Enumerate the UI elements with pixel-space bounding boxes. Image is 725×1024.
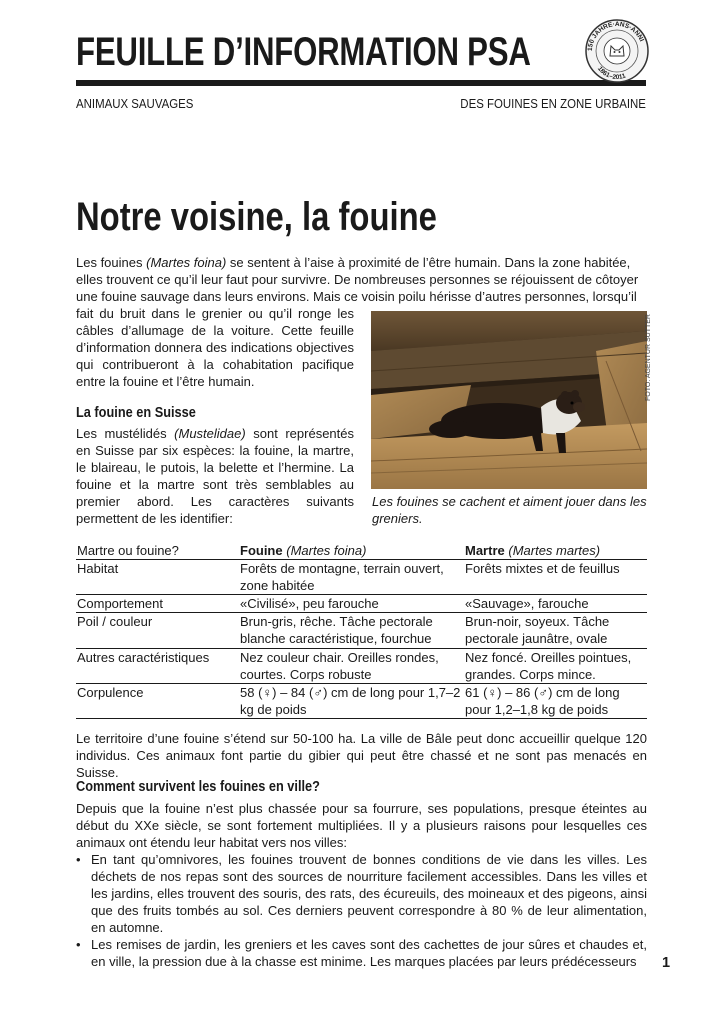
table-cell: «Civilisé», peu farouche bbox=[239, 595, 464, 613]
comparison-table bbox=[76, 542, 647, 719]
intro-line: une fouine sauvage dans leurs environs. Mais ce voisin poilu hérisse d’autres personnes, lorsqu’il bbox=[76, 289, 637, 305]
anniversary-seal-logo bbox=[584, 18, 650, 84]
list-item bbox=[76, 936, 647, 970]
territory-paragraph: Le territoire d’une fouine s’étend sur 50-100 ha. La ville de Bâle peut donc accueillir quelque 120 individus. Ces animaux font partie du gibier qui peut être chassé et ne sont pas menacés en Suisse. bbox=[76, 731, 647, 781]
table-cell: Poil / couleur bbox=[76, 613, 239, 648]
page-number: 1 bbox=[662, 955, 671, 971]
table-row bbox=[76, 648, 647, 683]
photo-caption: Les fouines se cachent et aiment jouer dans les greniers. bbox=[372, 494, 647, 527]
section-text-suisse: Les mustélidés (Mustelidae) sont représentés en Suisse par six espèces: la fouine, la martre, le blaireau, le putois, la belette et l’hermine. La fouine et la martre sont très semblables au premier abord. Les caractères suivants permettent de les identifier: bbox=[76, 426, 354, 527]
table-row bbox=[76, 595, 647, 613]
table-cell: 58 (♀) – 84 (♂) cm de long pour 1,7–2 kg de poids bbox=[239, 683, 464, 718]
table-row bbox=[76, 560, 647, 595]
table-row bbox=[76, 613, 647, 648]
table-cell: Nez couleur chair. Oreilles rondes, courtes. Corps robuste bbox=[239, 648, 464, 683]
table-row bbox=[76, 683, 647, 718]
section-heading-ville: Comment survivent les fouines en ville? bbox=[76, 779, 320, 795]
marten-photo bbox=[371, 311, 647, 489]
intro-line: elles trouvent ce qu’il leur faut pour survivre. De nombreuses personnes se réjouissent de côtoyer bbox=[76, 272, 639, 288]
topic-label: DES FOUINES EN ZONE URBAINE bbox=[460, 96, 646, 111]
table-header: Fouine (Martes foina) bbox=[239, 542, 464, 560]
intro-line: Les fouines (Martes foina) se sentent à l’aise à proximité de l’être humain. Dans la zone habitée, bbox=[76, 255, 631, 270]
table-cell: Habitat bbox=[76, 560, 239, 595]
list-item-text: En tant qu’omnivores, les fouines trouvent de bonnes conditions de vie dans les villes. Les déchets de nos repas sont des sources de nourriture facilement accessibles. Dans les villes et les jardins, elles trouvent des souris, des rats, des écureuils, des moineaux et des pigeons, ainsi que des fruits tombés au sol. Ces derniers peuvent correspondre à 80 % de leur alimentation, en automne. bbox=[91, 852, 647, 936]
section-text-ville: Depuis que la fouine n’est plus chassée pour sa fourrure, ses populations, presque éteintes au début du XXe siècle, se sont fortement multipliées. Il y a plusieurs raisons pour lesquelles ces animaux ont étendu leur habitat vers nos villes: bbox=[76, 801, 647, 851]
table-cell: Autres caractéristiques bbox=[76, 648, 239, 683]
svg-text:150 JAHRE·ANS·ANNI: 150 JAHRE·ANS·ANNI bbox=[586, 20, 645, 52]
table-cell: Corpulence bbox=[76, 683, 239, 718]
category-label: ANIMAUX SAUVAGES bbox=[76, 96, 194, 111]
bullet-icon: • bbox=[76, 852, 81, 867]
page-title: Notre voisine, la fouine bbox=[76, 195, 437, 239]
table-header: Martre ou fouine? bbox=[76, 542, 239, 560]
table-cell: Forêts de montagne, terrain ouvert, zone habitée bbox=[239, 560, 464, 595]
table-cell: 61 (♀) – 86 (♂) cm de long pour 1,2–1,8 kg de poids bbox=[464, 683, 647, 718]
svg-text:1861–2011: 1861–2011 bbox=[595, 65, 627, 82]
table-cell: Brun-gris, rêche. Tâche pectorale blanche caractéristique, fourchue bbox=[239, 613, 464, 648]
list-item-text: Les remises de jardin, les greniers et les caves sont des cachettes de jour sûres et chaudes et, en ville, la pression due à la chasse est minime. Les marques placées par leurs prédécesseurs bbox=[91, 937, 647, 970]
table-cell: Brun-noir, soyeux. Tâche pectorale jaunâtre, ovale bbox=[464, 613, 647, 648]
table-header: Martre (Martes martes) bbox=[464, 542, 647, 560]
list-item bbox=[76, 851, 647, 936]
table-cell: «Sauvage», farouche bbox=[464, 595, 647, 613]
intro-paragraph-full bbox=[76, 254, 647, 305]
section-heading-suisse: La fouine en Suisse bbox=[76, 405, 196, 421]
table-cell: Comportement bbox=[76, 595, 239, 613]
masthead-title: FEUILLE D’INFORMATION PSA bbox=[76, 30, 531, 74]
table-header-row bbox=[76, 542, 647, 560]
photo-credit: FOTO: AGENTUR SUTTER bbox=[645, 314, 652, 401]
masthead-rule bbox=[76, 80, 646, 86]
table-cell: Nez foncé. Oreilles pointues, grandes. Corps mince. bbox=[464, 648, 647, 683]
intro-paragraph-column: fait du bruit dans le grenier ou qu’il ronge les câbles d’allumage de la voiture. Cette feuille d’information donnera des indications objectives qui contribueront à la cohabitation pacifique entre la fouine et l’être humain. bbox=[76, 306, 354, 390]
table-cell: Forêts mixtes et de feuillus bbox=[464, 560, 647, 595]
bullet-icon: • bbox=[76, 937, 81, 952]
